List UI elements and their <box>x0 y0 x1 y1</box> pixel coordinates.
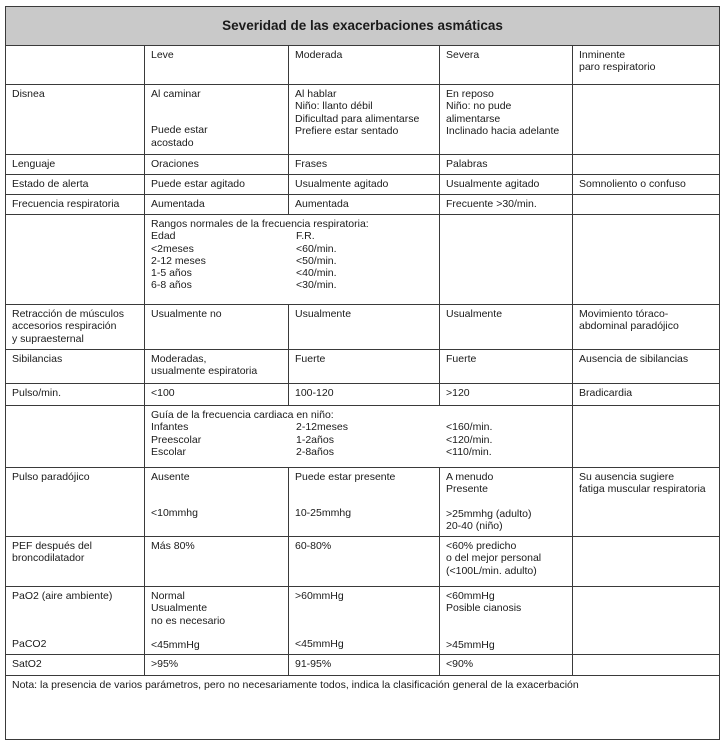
nota-text: Nota: la presencia de varios parámetros, pero no necesariamente todos, indica la clasificación general de la exacerbación <box>6 676 720 740</box>
label-disnea: Disnea <box>6 85 145 155</box>
frecuencia-moderada: Aumentada <box>289 195 440 215</box>
rangos-normales <box>145 215 440 305</box>
pef-inminente <box>573 537 720 587</box>
severity-table <box>5 6 720 740</box>
sato2-moderada: 91-95% <box>289 655 440 676</box>
pulso-moderada: 100-120 <box>289 384 440 406</box>
lenguaje-leve: Oraciones <box>145 155 289 175</box>
retraccion-severa: Usualmente <box>440 305 573 350</box>
retraccion-inminente: Movimiento tóraco- abdominal paradójico <box>573 305 720 350</box>
header-row <box>6 46 720 85</box>
lenguaje-moderada: Frases <box>289 155 440 175</box>
pulso-severa: >120 <box>440 384 573 406</box>
row-alerta <box>6 175 720 195</box>
label-pef: PEF después del broncodilatador <box>6 537 145 587</box>
disnea-moderada: Al hablar Niño: llanto débil Dificultad para alimentarse Prefiere estar sentado <box>289 85 440 155</box>
paradojico-inminente: Su ausencia sugiere fatiga muscular respiratoria <box>573 468 720 537</box>
row-sibilancias <box>6 350 720 384</box>
pef-severa: <60% predicho o del mejor personal (<100L/min. adulto) <box>440 537 573 587</box>
alerta-leve: Puede estar agitado <box>145 175 289 195</box>
guia-grid: Infantes 2-12meses <160/min. Preescolar 1-2años <120/min. Escolar 2-8años <110/min. <box>151 421 493 458</box>
sibilancias-severa: Fuerte <box>440 350 573 384</box>
label-pao2: PaO2 (aire ambiente) PaCO2 <box>6 587 145 655</box>
header-empty <box>6 46 145 85</box>
alerta-inminente: Somnoliento o confuso <box>573 175 720 195</box>
row-pulso <box>6 384 720 406</box>
row-sato2 <box>6 655 720 676</box>
guia-empty <box>6 406 145 468</box>
row-lenguaje <box>6 155 720 175</box>
disnea-leve: Al caminar Puede estar acostado <box>145 85 289 155</box>
pef-leve: Más 80% <box>145 537 289 587</box>
rangos-empty <box>6 215 145 305</box>
header-severa: Severa <box>440 46 573 85</box>
pulso-leve: <100 <box>145 384 289 406</box>
row-retraccion <box>6 305 720 350</box>
severity-table-document <box>5 6 719 723</box>
label-pulso: Pulso/min. <box>6 384 145 406</box>
pulso-inminente: Bradicardia <box>573 384 720 406</box>
row-guia <box>6 406 720 468</box>
lenguaje-inminente <box>573 155 720 175</box>
rangos-inminente <box>573 215 720 305</box>
sibilancias-leve: Moderadas, usualmente espiratoria <box>145 350 289 384</box>
guia-inminente <box>573 406 720 468</box>
paradojico-moderada: Puede estar presente 10-25mmhg <box>289 468 440 537</box>
row-rangos <box>6 215 720 305</box>
paradojico-leve: Ausente <10mmhg <box>145 468 289 537</box>
row-disnea <box>6 85 720 155</box>
sato2-leve: >95% <box>145 655 289 676</box>
sato2-inminente <box>573 655 720 676</box>
label-sato2: SatO2 <box>6 655 145 676</box>
label-sibilancias: Sibilancias <box>6 350 145 384</box>
sato2-severa: <90% <box>440 655 573 676</box>
guia-heading: Guía de la frecuencia cardiaca en niño: <box>151 409 334 421</box>
pef-moderada: 60-80% <box>289 537 440 587</box>
frecuencia-leve: Aumentada <box>145 195 289 215</box>
label-alerta: Estado de alerta <box>6 175 145 195</box>
row-paradojico <box>6 468 720 537</box>
lenguaje-severa: Palabras <box>440 155 573 175</box>
pao2-moderada: >60mmHg <45mmHg <box>289 587 440 655</box>
label-frecuencia: Frecuencia respiratoria <box>6 195 145 215</box>
row-pef <box>6 537 720 587</box>
row-frecuencia <box>6 195 720 215</box>
row-nota <box>6 676 720 740</box>
label-paradojico: Pulso paradójico <box>6 468 145 537</box>
row-pao2 <box>6 587 720 655</box>
alerta-severa: Usualmente agitado <box>440 175 573 195</box>
paradojico-severa: A menudo Presente >25mmhg (adulto) 20-40 (niño) <box>440 468 573 537</box>
frecuencia-inminente <box>573 195 720 215</box>
title-row <box>6 7 720 46</box>
retraccion-moderada: Usualmente <box>289 305 440 350</box>
header-leve: Leve <box>145 46 289 85</box>
label-lenguaje: Lenguaje <box>6 155 145 175</box>
header-moderada: Moderada <box>289 46 440 85</box>
frecuencia-severa: Frecuente >30/min. <box>440 195 573 215</box>
guia-frecuencia-cardiaca <box>145 406 573 468</box>
table-title: Severidad de las exacerbaciones asmáticas <box>6 7 720 46</box>
retraccion-leve: Usualmente no <box>145 305 289 350</box>
pao2-severa: <60mmHg Posible cianosis >45mmHg <box>440 587 573 655</box>
alerta-moderada: Usualmente agitado <box>289 175 440 195</box>
pao2-leve: Normal Usualmente no es necesario <45mmHg <box>145 587 289 655</box>
sibilancias-moderada: Fuerte <box>289 350 440 384</box>
rangos-grid: Edad F.R. <2meses <60/min. 2-12 meses <50/min. 1-5 años <40/min. 6-8 años <30/min. <box>151 230 337 292</box>
disnea-severa: En reposo Niño: no pude alimentarse Inclinado hacia adelante <box>440 85 573 155</box>
pao2-inminente <box>573 587 720 655</box>
disnea-inminente <box>573 85 720 155</box>
header-inminente: Inminente paro respiratorio <box>573 46 720 85</box>
sibilancias-inminente: Ausencia de sibilancias <box>573 350 720 384</box>
label-retraccion: Retracción de músculos accesorios respiración y supraesternal <box>6 305 145 350</box>
rangos-heading: Rangos normales de la frecuencia respiratoria: <box>151 218 369 230</box>
